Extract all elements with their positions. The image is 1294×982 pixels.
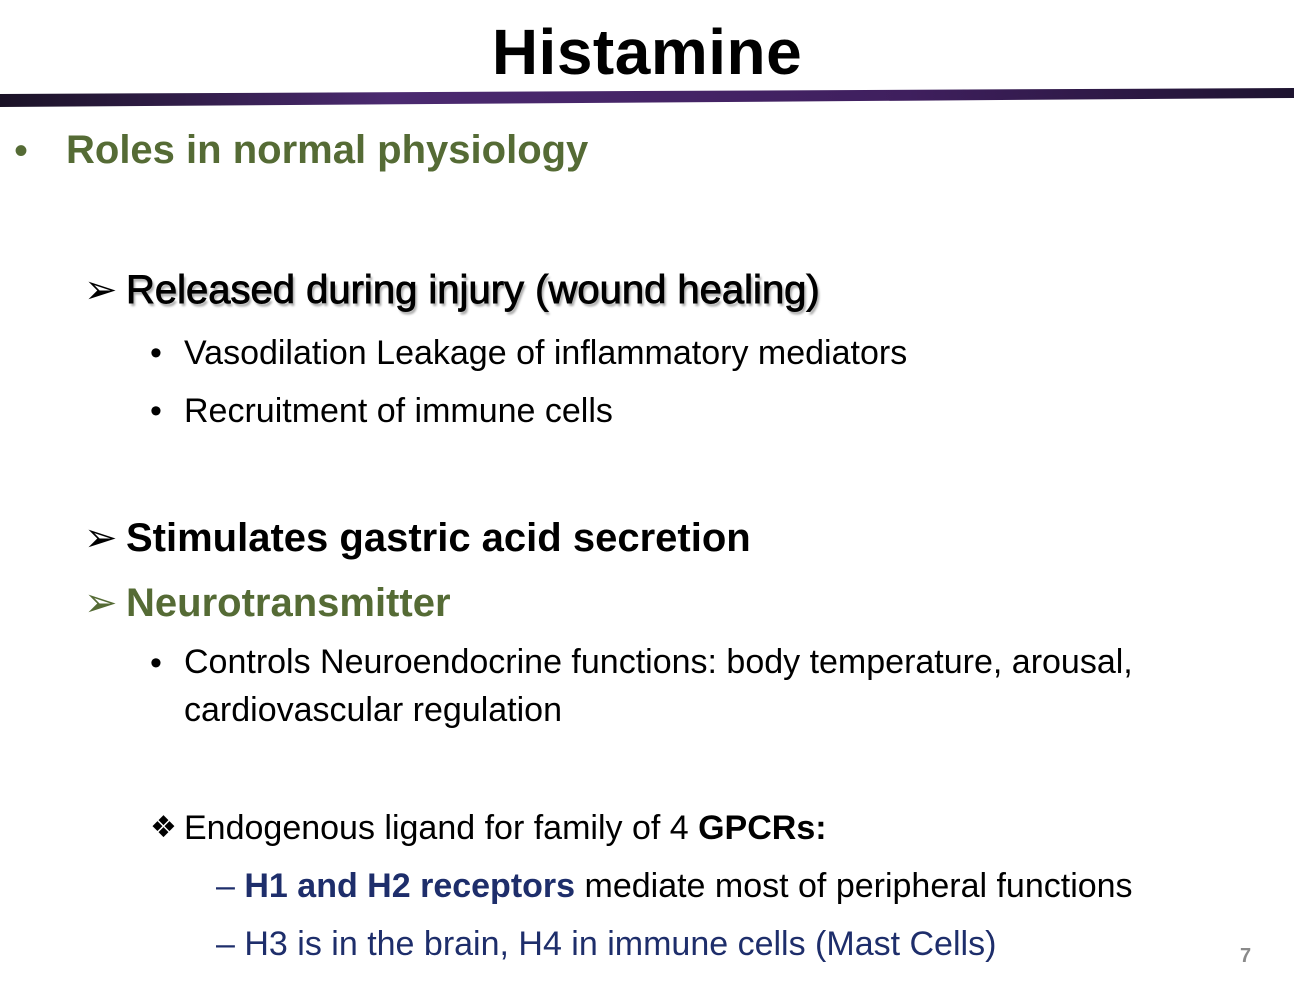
receptor-line-h3-h4	[216, 924, 996, 964]
arrow-bullet-icon: ➢	[84, 581, 118, 625]
level1-bullet: •	[14, 129, 29, 173]
gpcr-bold: GPCRs:	[698, 809, 827, 847]
receptor-line-rest: mediate most of peripheral functions	[575, 867, 1133, 905]
arrow-bullet-icon: ➢	[84, 268, 118, 312]
receptor-line-h1-h2	[216, 866, 1133, 906]
injury-heading: Released during injury (wound healing)	[126, 268, 820, 312]
bullet-dot: •	[150, 644, 162, 682]
list-item: Recruitment of immune cells	[184, 392, 613, 430]
bullet-dot: •	[150, 392, 162, 430]
list-item: Controls Neuroendocrine functions: body temperature, arousal, cardiovascular regulation	[184, 643, 1133, 729]
slide-title: Histamine	[491, 16, 803, 88]
list-item: Vasodilation Leakage of inflammatory mediators	[184, 334, 908, 372]
dash-bullet: –	[216, 925, 235, 963]
bullet-dot: •	[150, 334, 162, 372]
title-divider	[0, 88, 1294, 107]
neurotransmitter-heading: Neurotransmitter	[126, 581, 451, 625]
arrow-bullet-icon: ➢	[84, 516, 118, 560]
diamond-bullet-icon: ❖	[150, 811, 177, 844]
h1-h2-receptors: H1 and H2 receptors	[244, 867, 576, 905]
page-number: 7	[1240, 945, 1252, 967]
gpcr-text: Endogenous ligand for family of 4	[184, 809, 699, 847]
dash-bullet: –	[216, 867, 235, 905]
gpcr-line	[184, 808, 827, 848]
roles-heading: Roles in normal physiology	[66, 128, 589, 172]
gastric-heading: Stimulates gastric acid secretion	[126, 516, 751, 560]
h3-h4-text: H3 is in the brain, H4 in immune cells (Mast Cells)	[244, 925, 997, 963]
